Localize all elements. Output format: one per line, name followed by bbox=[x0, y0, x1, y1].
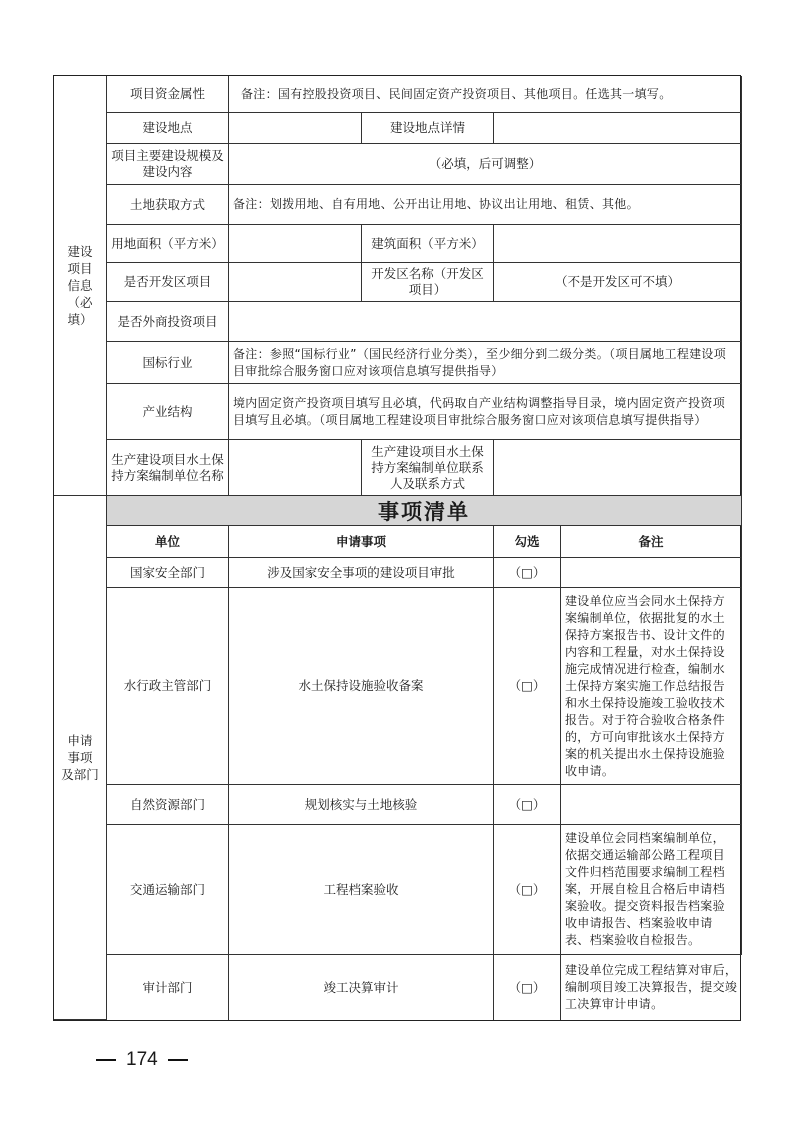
item-check-box[interactable]: （□） bbox=[494, 785, 561, 825]
items-banner: 事项清单 bbox=[107, 496, 742, 526]
item-remark: 建设单位完成工程结算对审后，编制项目竣工决算报告，提交竣工决算审计申请。 bbox=[565, 963, 738, 1011]
land-label: 土地获取方式 bbox=[107, 185, 229, 225]
soil-plan-contact-label: 生产建设项目水土保持方案编制单位联系人及联系方式 bbox=[362, 440, 494, 496]
group-label-line: 信息 bbox=[67, 278, 93, 293]
item-matter: 竣工决算审计 bbox=[229, 955, 494, 1020]
item-matter: 规划核实与土地核验 bbox=[229, 785, 494, 825]
group-label-line: 项目 bbox=[67, 261, 93, 276]
col-header-remark: 备注 bbox=[561, 526, 742, 558]
foreign-invest-label: 是否外商投资项目 bbox=[107, 302, 229, 342]
structure-input[interactable]: 境内固定资产投资项目填写且必填，代码取自产业结构调整指导目录，境内固定资产投资项目填写且必填。（项目属地工程建设项目审批综合服务窗口应对该项信息填写提供指导） bbox=[229, 384, 742, 440]
industry-input[interactable]: 备注：参照“国标行业”（国民经济行业分类），至少细分到二级分类。（项目属地工程建设项目审批综合服务窗口应对该项信息填写提供指导） bbox=[229, 342, 742, 384]
site-detail-input[interactable] bbox=[494, 113, 742, 144]
col-header-matter: 申请事项 bbox=[229, 526, 494, 558]
foreign-invest-input[interactable] bbox=[229, 302, 742, 342]
dev-zone-name-label: 开发区名称（开发区项目） bbox=[362, 263, 494, 302]
land-area-input[interactable] bbox=[229, 225, 362, 263]
land-area-label: 用地面积（平方米） bbox=[107, 225, 229, 263]
site-label: 建设地点 bbox=[107, 113, 229, 144]
dash-right bbox=[168, 1059, 188, 1061]
group-label-application-items bbox=[54, 496, 107, 1020]
item-matter: 水土保持设施验收备案 bbox=[229, 588, 494, 785]
dev-zone-input[interactable] bbox=[229, 263, 362, 302]
fund-attr-label: 项目资金属性 bbox=[107, 76, 229, 113]
scale-input[interactable]: （必填，后可调整） bbox=[229, 144, 742, 185]
structure-label: 产业结构 bbox=[107, 384, 229, 440]
page-number-text: 174 bbox=[126, 1049, 158, 1070]
building-area-input[interactable] bbox=[494, 225, 742, 263]
col-header-check: 勾选 bbox=[494, 526, 561, 558]
item-unit: 国家安全部门 bbox=[107, 558, 229, 588]
dev-zone-label: 是否开发区项目 bbox=[107, 263, 229, 302]
item-unit: 交通运输部门 bbox=[107, 825, 229, 955]
group-label-line: 建设 bbox=[67, 244, 93, 259]
item-matter: 工程档案验收 bbox=[229, 825, 494, 955]
scale-label: 项目主要建设规模及建设内容 bbox=[107, 144, 229, 185]
soil-plan-unit-label: 生产建设项目水土保持方案编制单位名称 bbox=[107, 440, 229, 496]
site-detail-label: 建设地点详情 bbox=[362, 113, 494, 144]
item-check-box[interactable]: （□） bbox=[494, 825, 561, 955]
group-label-line: （必 bbox=[67, 295, 93, 310]
item-unit: 水行政主管部门 bbox=[107, 588, 229, 785]
group-label-building-info bbox=[54, 76, 107, 496]
item-unit: 自然资源部门 bbox=[107, 785, 229, 825]
page-number bbox=[96, 1049, 188, 1071]
group-label-line: 及部门 bbox=[61, 767, 99, 782]
fund-attr-input[interactable]: 备注：国有控股投资项目、民间固定资产投资项目、其他项目。任选其一填写。 bbox=[229, 76, 742, 113]
item-remark: 建设单位会同档案编制单位，依据交通运输部公路工程项目文件归档范围要求编制工程档案，开展自检且合格后申请档案验收。提交资料报告档案验收申请报告、档案验收申请表、档案验收自检报告。 bbox=[561, 825, 742, 955]
building-area-label: 建筑面积（平方米） bbox=[362, 225, 494, 263]
item-unit: 审计部门 bbox=[107, 955, 229, 1020]
item-remark bbox=[561, 785, 742, 825]
dev-zone-name-input[interactable]: （不是开发区可不填） bbox=[494, 263, 742, 302]
industry-label: 国标行业 bbox=[107, 342, 229, 384]
soil-plan-unit-input[interactable] bbox=[229, 440, 362, 496]
item-check-box[interactable]: （□） bbox=[494, 558, 561, 588]
item-matter: 涉及国家安全事项的建设项目审批 bbox=[229, 558, 494, 588]
group-label-line: 事项 bbox=[67, 750, 93, 765]
application-form-table bbox=[53, 75, 741, 1021]
land-input[interactable]: 备注：划拨用地、自有用地、公开出让用地、协议出让用地、租赁、其他。 bbox=[229, 185, 742, 225]
item-check-box[interactable]: （□） bbox=[494, 588, 561, 785]
site-input[interactable] bbox=[229, 113, 362, 144]
group-label-line: 填） bbox=[67, 312, 93, 327]
dash-left bbox=[96, 1059, 116, 1061]
group-label-line: 申请 bbox=[67, 733, 93, 748]
col-header-unit: 单位 bbox=[107, 526, 229, 558]
item-remark bbox=[561, 558, 742, 588]
soil-plan-contact-input[interactable] bbox=[494, 440, 742, 496]
item-remark: 建设单位应当会同水土保持方案编制单位，依据批复的水土保持方案报告书、设计文件的内容和工程量，对水土保持设施完成情况进行检查，编制水土保持方案实施工作总结报告和水土保持设施竣工验收技术报告。对于符合验收合格条件的，方可向审批该水土保持方案的机关提出水土保持设施验收申请。 bbox=[561, 588, 742, 785]
item-check-box[interactable]: （□） bbox=[494, 955, 561, 1020]
